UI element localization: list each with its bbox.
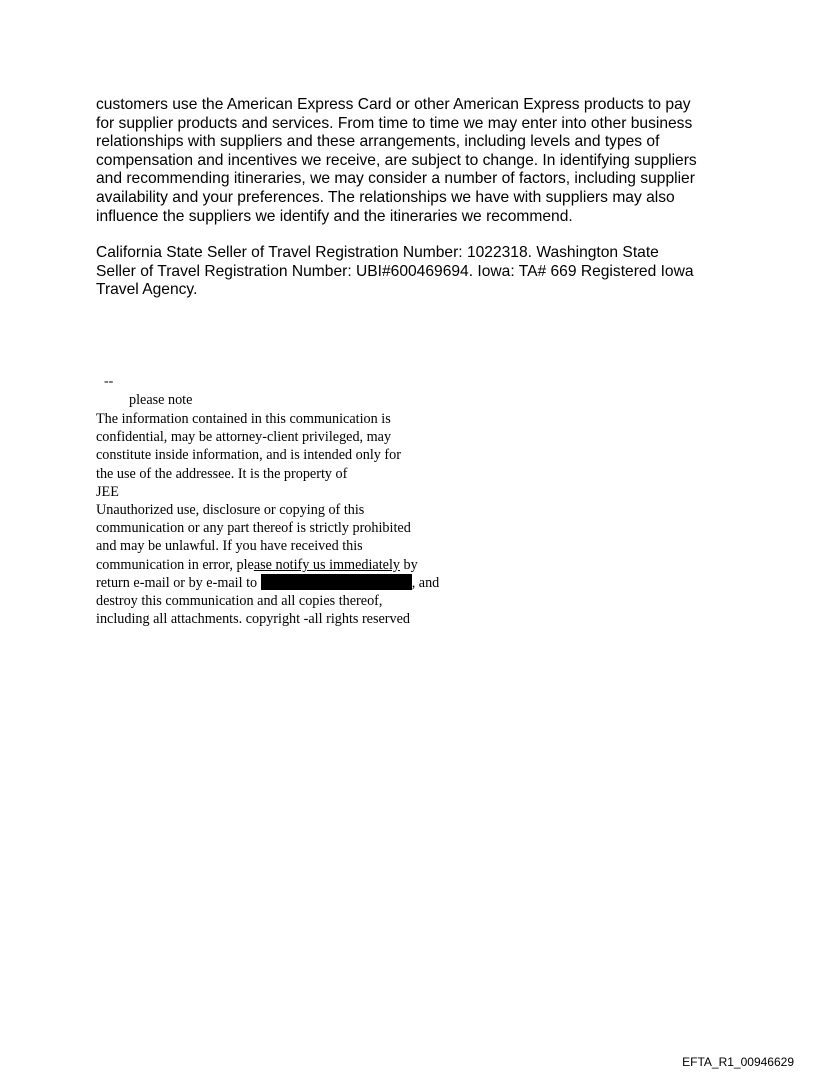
disclaimer-line: and may be unlawful. If you have received this xyxy=(96,538,363,555)
please-note-heading: please note xyxy=(129,392,193,408)
text-line: relationships with suppliers and these arrangements, including levels and types of xyxy=(96,133,660,151)
disclaimer-line: constitute inside information, and is intended only for xyxy=(96,447,401,464)
text-line: customers use the American Express Card or other American Express products to pay xyxy=(96,96,691,113)
disclaimer-text: return e-mail or by e-mail to xyxy=(96,574,261,591)
signature-separator: -- xyxy=(104,374,114,389)
disclaimer-line: JEE xyxy=(96,483,119,500)
text-line: for supplier products and services. From time to time we may enter into other business xyxy=(96,114,693,132)
body-paragraph-supplier-relationships xyxy=(96,96,736,226)
disclaimer-line: communication or any part thereof is strictly prohibited xyxy=(96,520,411,537)
disclaimer-line: The information contained in this communication is xyxy=(96,411,391,427)
disclaimer-line: Unauthorized use, disclosure or copying of this xyxy=(96,502,365,519)
text-line: compensation and incentives we receive, are subject to change. In identifying suppliers xyxy=(96,151,697,169)
text-line: Travel Agency. xyxy=(96,281,198,299)
text-line: influence the suppliers we identify and the itineraries we recommend. xyxy=(96,207,573,225)
disclaimer-line: destroy this communication and all copies thereof, xyxy=(96,593,383,610)
text-line: availability and your preferences. The relationships we have with suppliers may also xyxy=(96,188,675,206)
confidentiality-disclaimer xyxy=(96,410,439,628)
document-id-footer: EFTA_R1_00946629 xyxy=(682,1055,794,1069)
text-line: and recommending itineraries, we may consider a number of factors, including supplier xyxy=(96,170,695,188)
text-line: Seller of Travel Registration Number: UBI#600469694. Iowa: TA# 669 Registered Iowa xyxy=(96,262,694,280)
disclaimer-text: , and xyxy=(411,574,440,591)
disclaimer-line: the use of the addressee. It is the property of xyxy=(96,465,348,482)
body-paragraph-registration-numbers xyxy=(96,244,736,300)
underlined-notify-text: ase notify us immediately xyxy=(253,556,400,573)
disclaimer-line xyxy=(96,556,439,574)
disclaimer-text: communication in error, ple xyxy=(96,556,254,573)
disclaimer-line xyxy=(96,574,439,592)
disclaimer-text: by xyxy=(400,556,418,573)
redacted-email-block xyxy=(261,574,412,590)
disclaimer-line: including all attachments. copyright -all rights reserved xyxy=(96,611,411,628)
disclaimer-line: confidential, may be attorney-client privileged, may xyxy=(96,429,392,446)
text-line: California State Seller of Travel Registration Number: 1022318. Washington State xyxy=(96,244,659,261)
